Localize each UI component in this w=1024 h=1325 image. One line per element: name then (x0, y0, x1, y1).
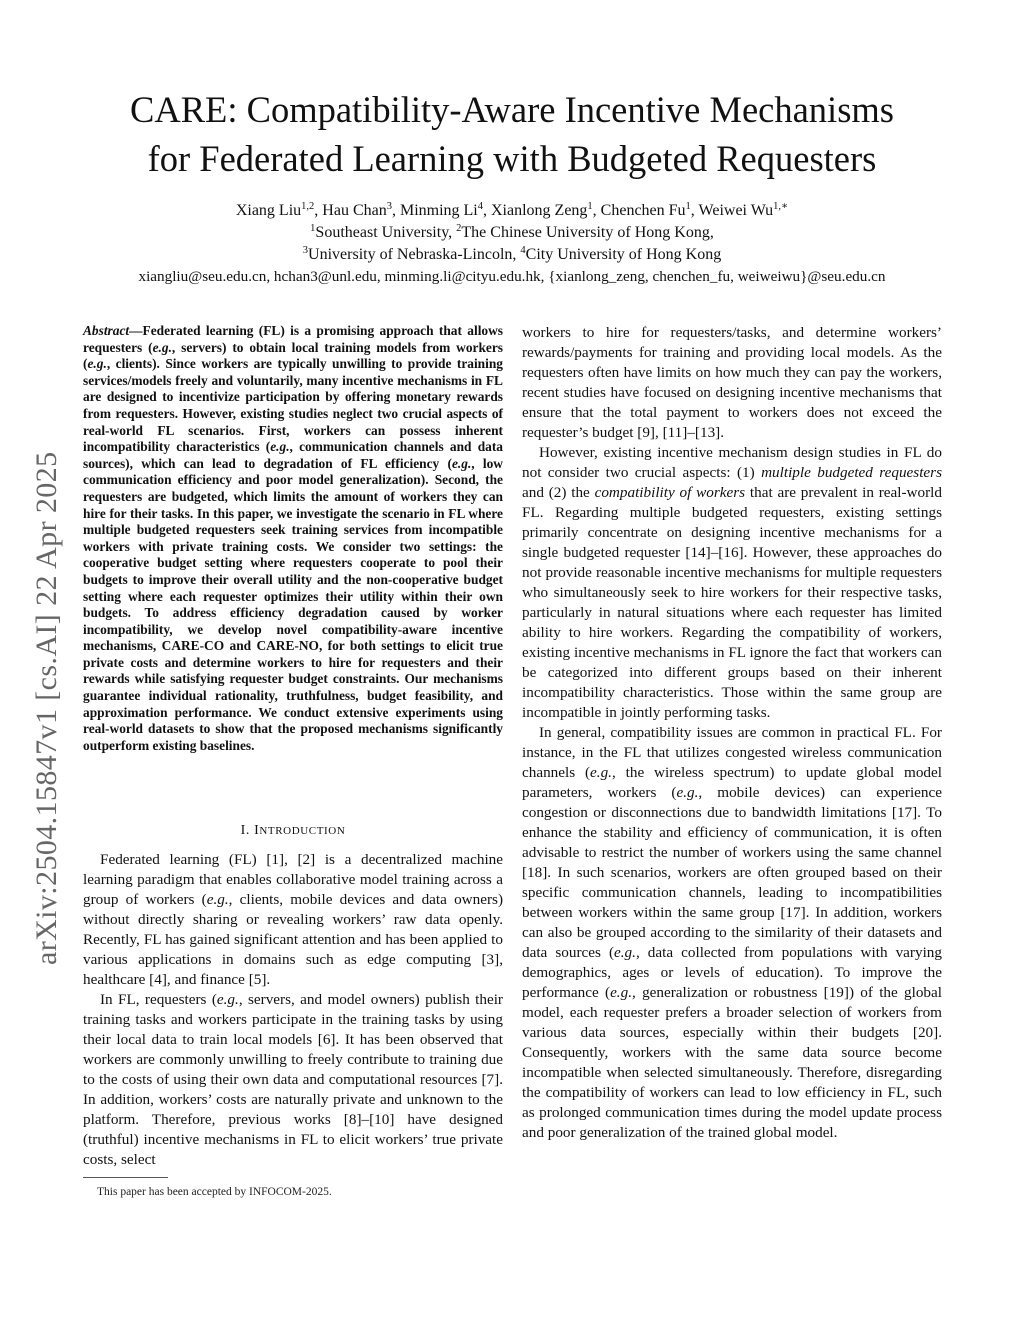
author-name: Minming Li (399, 202, 478, 219)
paragraph-text: e.g. (216, 991, 239, 1008)
paragraph-text: , the wireless spectrum) to update global model parameters, workers ( (522, 764, 942, 801)
right-column (522, 323, 942, 1143)
abstract-text: e.g. (270, 439, 290, 455)
paragraph (83, 850, 503, 990)
footnote-rule (83, 1177, 168, 1178)
affiliation: City University of Hong Kong (525, 246, 722, 263)
author-emails: xiangliu@seu.edu.cn, hchan3@unl.edu, minming.li@cityu.edu.hk, {xianlong_zeng, chenchen_fu, weiweiwu}@seu.edu.cn (138, 268, 886, 285)
author-name: Weiwei Wu (698, 202, 774, 219)
paragraph-text: multiple budgeted requesters (761, 464, 942, 481)
abstract-text: , low communication efficiency and poor model generalization). Second, the requesters are budgeted, which limits the amount of workers they can hire for their tasks. In this paper, we investigate the scenario in FL where multiple budgeted requesters seek training services from incompatible workers with private training costs. We consider two settings: the cooperative budget setting where requesters cooperate to pool their budgets to improve their overall utility and the non-cooperative budget setting where each requester optimizes their utility within their own budgets. To address efficiency degradation caused by worker incompatibility, we develop novel compatibility-aware incentive mechanisms, CARE-CO and CARE-NO, for both settings to elicit true private costs and determine workers to hire for requesters and their rewards while satisfying requester budget constraints. Our mechanisms guarantee individual rationality, truthfulness, budget feasibility, and approximation performance. We conduct extensive experiments using real-world datasets to show that the proposed mechanisms significantly outperform existing baselines. (83, 455, 503, 753)
author-name: Xiang Liu (235, 202, 302, 219)
author-name: Hau Chan (322, 202, 387, 219)
paragraph-text: that are prevalent in real-world FL. Regarding multiple budgeted requesters, existing settings primarily concentrate on designing incentive mechanisms for a single budgeted requester [14]–[16]. However, these approaches do not provide reasonable incentive mechanisms for multiple requesters who simultaneously seek to hire workers for their respective tasks, particularly in natural situations where each requester has limited ability to hire workers. Regarding the compatibility of workers, existing incentive mechanisms in FL ignore the fact that workers can be categorized into different groups based on their inherent incompatibility characteristics. Those within the same group are incompatible in jointly performing tasks. (522, 484, 942, 721)
section-title-rest: NTRODUCTION (259, 825, 346, 837)
paragraph (522, 723, 942, 1143)
footnote: This paper has been accepted by INFOCOM-2025. (97, 1186, 332, 1198)
abstract-text: , clients). Since workers are typically unwilling to provide training services/models freely and voluntarily, many incentive mechanisms in FL are designed to incentivize participation by offering monetary rewards from requesters. However, existing studies neglect two crucial aspects of real-world FL scenarios. First, workers can possess inherent incompatibility characteristics ( (83, 356, 503, 455)
author-superscript: 1,2 (301, 201, 315, 212)
paragraph (522, 443, 942, 723)
paragraph-text: e.g. (590, 764, 612, 781)
paragraph-text: e.g. (614, 944, 636, 961)
abstract-text: —Federated learning (FL) is a promising approach that allows requesters ( (83, 323, 503, 355)
paragraph-text: However, existing incentive mechanism design studies in FL do not consider two crucial aspects: (1) (522, 444, 942, 481)
section-numeral: I. (240, 823, 255, 838)
paper-title (70, 85, 954, 183)
section-heading-introduction (83, 823, 503, 839)
abstract-text: e.g. (152, 339, 172, 355)
paragraph-text: e.g. (610, 984, 632, 1001)
author-block (70, 200, 954, 288)
author-superscript: 1,∗ (773, 201, 789, 212)
paragraph-text: and (2) the (522, 484, 595, 501)
abstract (83, 323, 503, 754)
paragraph-text: , clients, mobile devices and data owners) without directly sharing or revealing workers’ raw data openly. Recently, FL has gained significant attention and has been applied to various applications in domains such as edge computing [3], healthcare [4], and finance [5]. (83, 891, 503, 988)
affiliation: University of Nebraska-Lincoln, (308, 246, 521, 263)
author-superscript: 1 (685, 201, 691, 212)
author-name: Chenchen Fu (600, 202, 686, 219)
section-title-initial: I (254, 823, 260, 838)
abstract-text: , servers) to obtain local training models from workers ( (83, 339, 504, 372)
abstract-label: Abstract (83, 323, 130, 338)
author-superscript: 4 (477, 201, 483, 212)
paragraph: workers to hire for requesters/tasks, and determine workers’ rewards/payments for training and providing local models. As the requesters often have limits on how much they can pay the workers, recent studies have focused on designing incentive mechanisms that ensure that the total payment to workers does not exceed the requester’s budget [9], [11]–[13]. (522, 324, 942, 441)
paragraph-text: In FL, requesters ( (100, 991, 217, 1008)
affiliation-superscript: 2 (456, 223, 462, 234)
paragraph-text: e.g. (676, 784, 699, 801)
paragraph-text: Federated learning (FL) [1], [2] is a decentralized machine learning paradigm that enables collaborative model training across a group of workers ( (83, 851, 503, 908)
affiliation-superscript: 1 (310, 223, 316, 234)
introduction-left-column (83, 850, 503, 1170)
abstract-text: , communication channels and data sources), which can lead to degradation of FL efficiency ( (83, 439, 503, 471)
author-list: Xiang Liu$^{1,2}$, Hau Chan$^3$, Minming Li$^4$, Xianlong Zeng$^1$, Chenchen Fu$^1$, Weiwei $Wu^{1,∗}$ (235, 201, 789, 219)
paragraph-text: e.g. (206, 891, 229, 908)
arxiv-identifier-stamp: arXiv:2504.15847v1 [cs.AI] 22 Apr 2025 (30, 451, 63, 965)
paragraph-text: , servers, and model owners) publish their training tasks and workers participate in the training tasks by using their local data to train local models [6]. It has been observed that workers are commonly unwilling to freely contribute to training due to the costs of using their own data and computational resources [7]. In addition, workers’ costs are naturally private and unknown to the platform. Therefore, previous works [8]–[10] have designed (truthful) incentive mechanisms in FL to elicit workers’ true private costs, select (83, 991, 503, 1168)
affiliation-superscript: 4 (520, 245, 526, 256)
affiliation-line-1 (70, 222, 954, 244)
author-superscript: 3 (386, 201, 392, 212)
paragraph-text: , mobile devices) can experience congestion or disconnections due to bandwidth limitations [17]. To enhance the stability and efficiency of communication, it is often advisable to restrict the number of workers using the same channel [18]. In such scenarios, workers are often grouped based on their specific communication channels, leading to incompatibilities between workers within the same group [17]. In addition, workers can also be grouped according to the similarity of their datasets and data sources ( (522, 784, 942, 961)
paragraph-text: compatibility of workers (594, 484, 746, 501)
author-name: Xianlong Zeng (491, 202, 588, 219)
affiliation-line-2 (70, 244, 954, 266)
author-superscript: 1 (587, 201, 593, 212)
title-line-2: for Federated Learning with Budgeted Requesters (147, 138, 877, 179)
affiliation-superscript: 3 (302, 245, 309, 256)
paragraph-text: In general, compatibility issues are common in practical FL. For instance, in the FL that utilizes congested wireless communication channels ( (522, 724, 942, 781)
title-line-1: CARE: Compatibility-Aware Incentive Mechanisms (129, 89, 894, 130)
paragraph (83, 990, 503, 1170)
abstract-text: e.g. (451, 455, 472, 471)
affiliation: Southeast University, (315, 224, 457, 241)
paragraph-text: , data collected from populations with varying demographics, ages or levels of education). To improve the performance ( (522, 944, 942, 1001)
abstract-text: e.g. (87, 356, 107, 372)
affiliation: The Chinese University of Hong Kong, (461, 224, 714, 241)
paragraph-text: , generalization or robustness [19]) of the global model, each requester prefers a broader selection of workers from various data sources, especially within their budgets [20]. Consequently, workers with the same data source become incompatible when selected simultaneously. Therefore, disregarding the compatibility of workers can lead to low efficiency in FL, such as prolonged communication times during the model update process and poor generalization of the trained global model. (522, 984, 942, 1141)
